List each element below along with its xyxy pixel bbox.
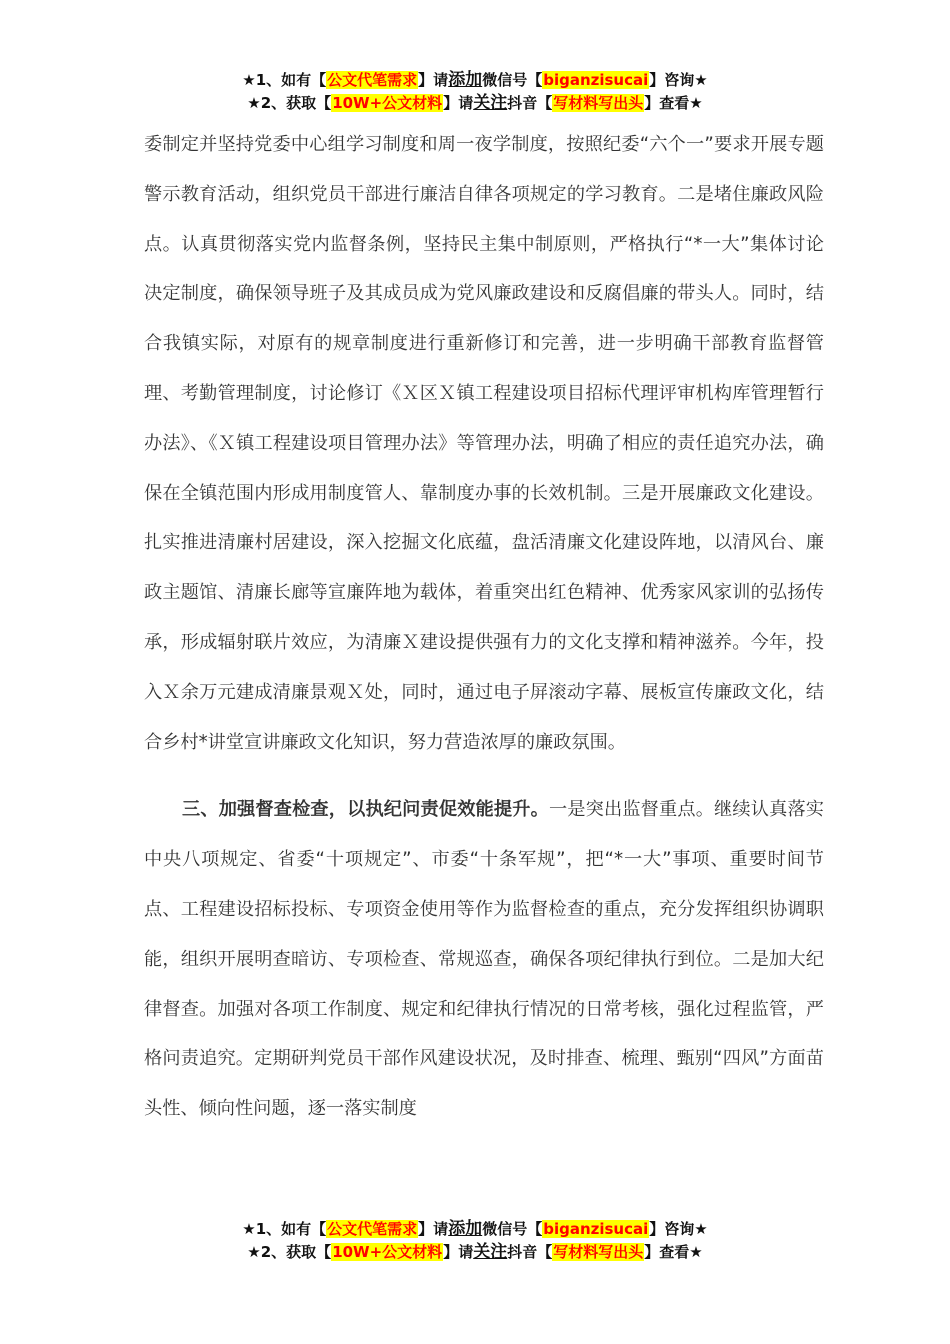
banner-text: 】咨询★ [649,71,708,89]
banner-text: ★2、获取【 [247,1243,332,1261]
banner-line-1 [0,69,950,92]
banner-text: 微信号【 [482,1220,543,1238]
document-body [144,120,824,1134]
banner-highlight: 10W+公文材料 [332,94,443,112]
banner-text: 】查看★ [644,94,703,112]
banner-emphasis: 关注 [473,93,508,113]
top-banner [0,69,950,115]
body-paragraph-1: 委制定并坚持党委中心组学习制度和周一夜学制度，按照纪委“六个一”要求开展专题警示教育活动，组织党员干部进行廉洁自律各项规定的学习教育。二是堵住廉政风险点。认真贯彻落实党内监督条例，坚持民主集中制原则，严格执行“*一大”集体讨论决定制度，确保领导班子及其成员成为党风廉政建设和反腐倡廉的带头人。同时，结合我镇实际，对原有的规章制度进行重新修订和完善，进一步明确干部教育监督管理、考勤管理制度，讨论修订《Ｘ区Ｘ镇工程建设项目招标代理评审机构库管理暂行办法》、《Ｘ镇工程建设项目管理办法》等管理办法，明确了相应的责任追究办法，确保在全镇范围内形成用制度管人、靠制度办事的长效机制。三是开展廉政文化建设。扎实推进清廉村居建设，深入挖掘文化底蕴，盘活清廉文化建设阵地，以清风台、廉政主题馆、清廉长廊等宣廉阵地为载体，着重突出红色精神、优秀家风家训的弘扬传承，形成辐射联片效应，为清廉Ｘ建设提供强有力的文化支撑和精神滋养。今年，投入Ｘ余万元建成清廉景观Ｘ处，同时，通过电子屏滚动字幕、展板宣传廉政文化，结合乡村*讲堂宣讲廉政文化知识，努力营造浓厚的廉政氛围。 [144,134,824,753]
banner-emphasis: 添加 [448,70,483,90]
banner-text: 抖音【 [507,94,553,112]
douyin-id-highlight: 写材料写出头 [553,94,644,112]
banner-text: 】查看★ [644,1243,703,1261]
banner-text: 】请 [418,1220,449,1238]
banner-text: 微信号【 [482,71,543,89]
banner-text: ★2、获取【 [247,94,332,112]
banner-text: 】请 [418,71,449,89]
banner-text: 】咨询★ [649,1220,708,1238]
bottom-banner [0,1218,950,1264]
body-paragraph-2 [144,785,824,1134]
banner-text: 】请 [443,94,474,112]
banner-highlight: 公文代笔需求 [327,1220,418,1238]
section-text: 一是突出监督重点。继续认真落实中央八项规定、省委“十项规定”、市委“十条军规”，把“*一大”事项、重要时间节点、工程建设招标投标、专项资金使用等作为监督检查的重点，充分发挥组织协调职能，组织开展明查暗访、专项检查、常规巡查，确保各项纪律执行到位。二是加大纪律督查。加强对各项工作制度、规定和纪律执行情况的日常考核，强化过程监管，严格问责追究。定期研判党员干部作风建设状况，及时排查、梳理、甄别“四风”方面苗头性、倾向性问题，逐一落实制度 [144,799,824,1120]
wechat-id-highlight: biganzisucai [543,71,649,89]
banner-text: 】请 [443,1243,474,1261]
section-heading: 三、加强督查检查，以执纪问责促效能提升。 [182,799,549,821]
banner-text: ★1、如有【 [242,71,327,89]
banner-highlight: 10W+公文材料 [332,1243,443,1261]
banner-text: ★1、如有【 [242,1220,327,1238]
banner-line-2 [0,1241,950,1264]
banner-emphasis: 添加 [448,1219,483,1239]
banner-highlight: 公文代笔需求 [327,71,418,89]
douyin-id-highlight: 写材料写出头 [553,1243,644,1261]
banner-line-1 [0,1218,950,1241]
wechat-id-highlight: biganzisucai [543,1220,649,1238]
banner-text: 抖音【 [507,1243,553,1261]
banner-line-2 [0,92,950,115]
banner-emphasis: 关注 [473,1242,508,1262]
